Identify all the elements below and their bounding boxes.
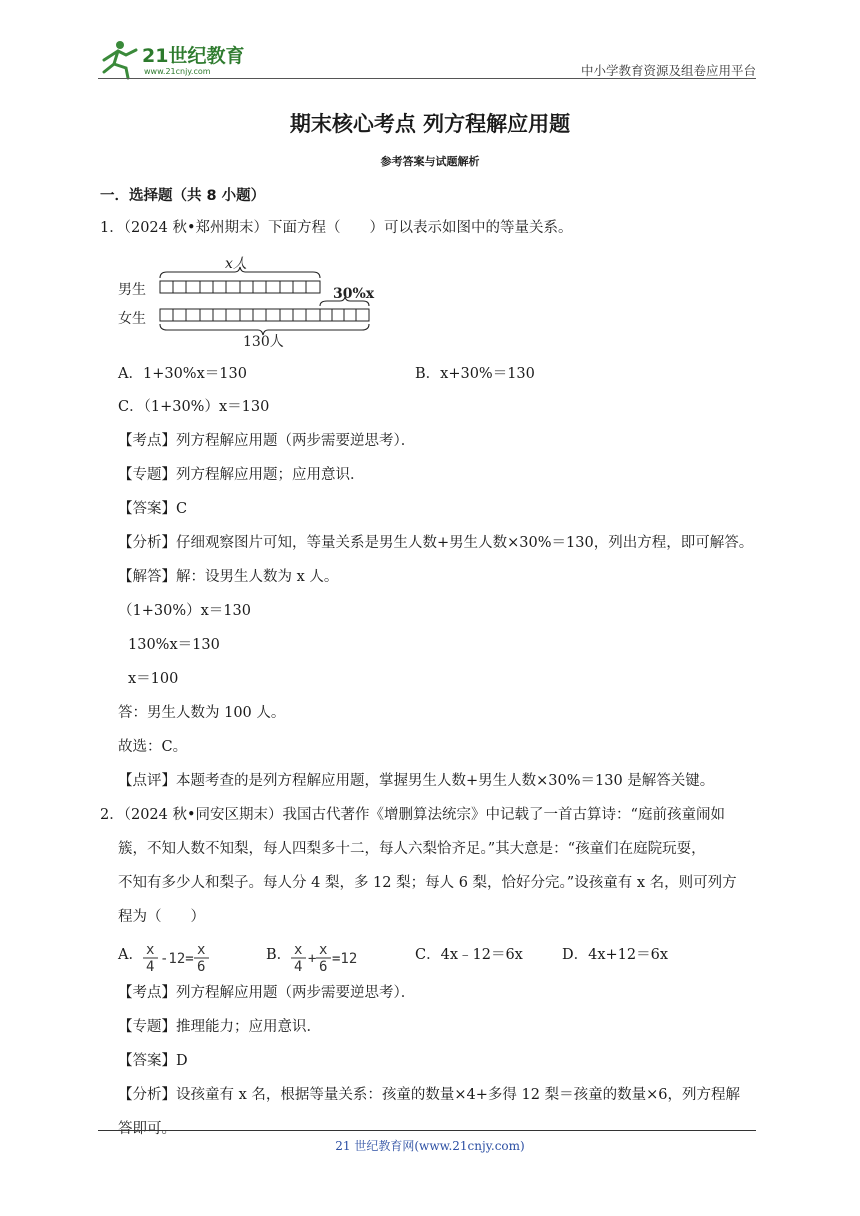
svg-text:6: 6 [319,959,328,975]
logo-url: www.21cnjy.com [144,67,211,76]
q2-zhuanti: 【专题】推理能力；应用意识． [118,1019,321,1035]
q1-comment: 【点评】本题考查的是列方程解应用题，掌握男生人数+男生人数×30%＝130 是解答关键。 [118,773,715,789]
q2-option-d: D．4x+12＝6x [562,947,669,963]
svg-text:4: 4 [294,959,303,975]
svg-text:6: 6 [197,959,206,975]
svg-text:4: 4 [146,959,155,975]
header-divider [98,78,756,79]
label-boys: 男生 [118,282,146,298]
label-top: x人 [225,256,247,272]
document-subtitle: 参考答案与试题解析 [380,155,480,168]
q1-option-b: B．x+30%＝130 [415,366,535,382]
boys-bar [160,281,320,293]
q1-step-1: （1+30%）x＝130 [118,603,251,619]
q2-option-c: C．4x﹣12＝6x [415,947,523,963]
q2-stem-line-3: 不知有多少人和梨子。每人分 4 梨，多 12 梨；每人 6 梨，恰好分完。”设孩童有 x 名，则可列方 [118,875,737,891]
site-logo [96,38,266,82]
q1-option-c: C．（1+30%）x＝130 [118,399,270,415]
q1-zhuanti: 【专题】列方程解应用题；应用意识． [118,467,365,483]
q2-answer: 【答案】D [118,1053,188,1069]
svg-text:x: x [319,942,328,958]
label-extra: 30%x [333,286,375,302]
q1-step-2: 130%x＝130 [128,637,220,653]
svg-text:=12: =12 [332,951,358,967]
q2-analysis-line-2: 答即可。 [118,1121,176,1137]
girls-bar [160,309,369,321]
q2-option-b-formula [288,940,368,976]
runner-icon [104,41,136,78]
logo-text: 21世纪教育 [142,45,245,67]
q2-kaodian: 【考点】列方程解应用题（两步需要逆思考）． [118,985,416,1001]
q1-step-3: x＝100 [128,671,179,687]
q1-choice: 故选：C。 [118,739,188,755]
top-brace [160,267,320,278]
section-heading: 一．选择题（共 8 小题） [100,188,266,204]
q2-option-a-formula [140,940,220,976]
footer-link[interactable]: 21 世纪教育网(www.21cnjy.com) [335,1139,525,1153]
svg-text:x: x [197,942,206,958]
q1-answer: 【答案】C [118,501,188,517]
q1-answer-line: 答：男生人数为 100 人。 [118,705,286,721]
platform-name: 中小学教育资源及组卷应用平台 [580,63,756,78]
q1-analysis: 【分析】仔细观察图片可知，等量关系是男生人数+男生人数×30%＝130，列出方程，即可解答。 [118,535,754,551]
q1-option-a: A．1+30%x＝130 [118,366,247,382]
svg-text:-12=: -12= [160,951,194,967]
q2-stem-line-2: 簇，不知人数不知梨，每人四梨多十二，每人六梨恰齐足。”其大意是：“孩童们在庭院玩耍， [118,841,706,857]
q2-stem-line-4: 程为（ ） [118,909,205,925]
document-title: 期末核心考点 列方程解应用题 [289,112,571,136]
q2-stem-line-1: 2．（2024 秋•同安区期末）我国古代著作《增删算法统宗》中记载了一首古算诗：“庭前孩童闹如 [100,807,725,823]
q1-kaodian: 【考点】列方程解应用题（两步需要逆思考）． [118,433,416,449]
q1-bar-figure [115,252,375,348]
q2-option-a-label: A． [118,947,143,963]
label-total: 130人 [243,334,284,348]
footer-divider [98,1130,756,1131]
q2-analysis-line-1: 【分析】设孩童有 x 名，根据等量关系：孩童的数量×4+多得 12 梨＝孩童的数量×6，列方程解 [118,1087,740,1103]
svg-text:x: x [294,942,303,958]
q1-solution: 【解答】解：设男生人数为 x 人。 [118,569,339,585]
label-girls: 女生 [118,311,146,327]
q1-stem: 1．（2024 秋•郑州期末）下面方程（ ）可以表示如图中的等量关系。 [100,220,573,236]
svg-text:+: + [308,951,317,967]
q2-option-b-label: B． [266,947,292,963]
svg-text:x: x [146,942,155,958]
